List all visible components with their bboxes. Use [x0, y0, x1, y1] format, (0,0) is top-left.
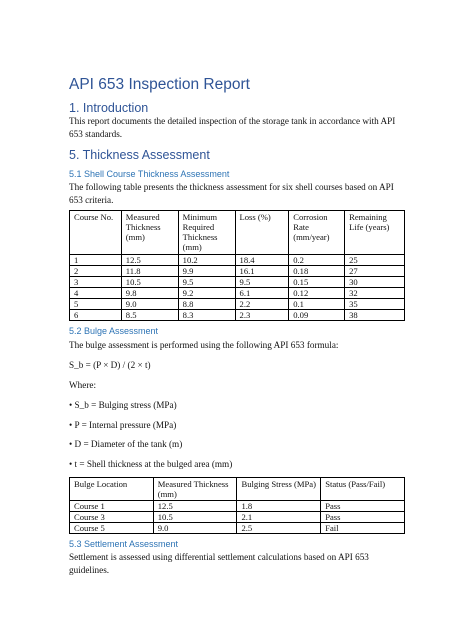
table-cell: 4: [70, 288, 122, 299]
column-header: Loss (%): [235, 211, 289, 255]
table-row: [70, 523, 405, 534]
definition-item: • D = Diameter of the tank (m): [69, 439, 183, 449]
table-row: [70, 501, 405, 512]
table-cell: 8.3: [178, 310, 235, 321]
shell-course-paragraph: The following table presents the thickness assessment for six shell courses based on API 653 criteria.: [69, 182, 394, 205]
table-cell: Course 1: [70, 501, 154, 512]
section-heading-thickness-assessment: 5. Thickness Assessment: [69, 148, 210, 162]
column-header: Minimum Required Thickness (mm): [178, 211, 235, 255]
table-row: [70, 512, 405, 523]
table-cell: 18.4: [235, 255, 289, 266]
introduction-paragraph: This report documents the detailed inspection of the storage tank in accordance with API 653 standards.: [69, 116, 396, 139]
thickness-table: [69, 210, 405, 321]
table-cell: 5: [70, 299, 122, 310]
definition-item: • P = Internal pressure (MPa): [69, 420, 177, 430]
table-cell: 8.8: [178, 299, 235, 310]
table-row: [70, 277, 405, 288]
table-cell: 11.8: [121, 266, 178, 277]
table-cell: Course 3: [70, 512, 154, 523]
table-cell: 0.09: [289, 310, 345, 321]
bulge-table-header-row: [70, 478, 405, 501]
table-cell: 2.2: [235, 299, 289, 310]
table-cell: 12.5: [121, 255, 178, 266]
table-row: [70, 266, 405, 277]
table-cell: 1.8: [237, 501, 321, 512]
table-cell: 10.5: [153, 512, 237, 523]
table-cell: 0.18: [289, 266, 345, 277]
column-header: Measured Thickness (mm): [121, 211, 178, 255]
table-cell: 30: [345, 277, 405, 288]
table-cell: 16.1: [235, 266, 289, 277]
table-cell: 38: [345, 310, 405, 321]
column-header: Remaining Life (years): [345, 211, 405, 255]
column-header: Course No.: [70, 211, 122, 255]
table-row: [70, 255, 405, 266]
table-cell: Pass: [321, 512, 405, 523]
table-row: [70, 299, 405, 310]
table-cell: 2.5: [237, 523, 321, 534]
settlement-paragraph: Settlement is assessed using differential settlement calculations based on API 653 guidelines.: [69, 552, 369, 575]
bulge-paragraph: The bulge assessment is performed using the following API 653 formula:: [69, 340, 339, 350]
definition-item: • t = Shell thickness at the bulged area (mm): [69, 459, 233, 469]
table-cell: 25: [345, 255, 405, 266]
column-header: Bulging Stress (MPa): [237, 478, 321, 501]
table-cell: 1: [70, 255, 122, 266]
table-cell: 3: [70, 277, 122, 288]
table-cell: Course 5: [70, 523, 154, 534]
column-header: Bulge Location: [70, 478, 154, 501]
bulge-table: [69, 477, 405, 534]
table-cell: 10.5: [121, 277, 178, 288]
table-cell: 9.2: [178, 288, 235, 299]
table-cell: 9.9: [178, 266, 235, 277]
table-cell: 12.5: [153, 501, 237, 512]
table-cell: 2.1: [237, 512, 321, 523]
subsection-heading-shell-course: 5.1 Shell Course Thickness Assessment: [69, 169, 230, 179]
definition-item: • S_b = Bulging stress (MPa): [69, 400, 177, 410]
table-cell: 32: [345, 288, 405, 299]
subsection-heading-settlement: 5.3 Settlement Assessment: [69, 539, 179, 549]
table-cell: 0.12: [289, 288, 345, 299]
subsection-heading-bulge: 5.2 Bulge Assessment: [69, 326, 159, 336]
table-row: [70, 310, 405, 321]
table-cell: 9.0: [121, 299, 178, 310]
table-cell: 2: [70, 266, 122, 277]
table-cell: 9.8: [121, 288, 178, 299]
bulge-formula: S_b = (P × D) / (2 × t): [69, 360, 151, 370]
thickness-table-header-row: [70, 211, 405, 255]
table-cell: 6: [70, 310, 122, 321]
table-cell: 9.0: [153, 523, 237, 534]
table-cell: 9.5: [235, 277, 289, 288]
table-cell: 35: [345, 299, 405, 310]
table-cell: 27: [345, 266, 405, 277]
table-row: [70, 288, 405, 299]
table-cell: 9.5: [178, 277, 235, 288]
column-header: Status (Pass/Fail): [321, 478, 405, 501]
where-label: Where:: [69, 380, 97, 390]
table-cell: 6.1: [235, 288, 289, 299]
table-cell: Pass: [321, 501, 405, 512]
table-cell: 10.2: [178, 255, 235, 266]
report-title: API 653 Inspection Report: [69, 76, 250, 93]
table-cell: 0.15: [289, 277, 345, 288]
table-cell: 8.5: [121, 310, 178, 321]
table-cell: 0.2: [289, 255, 345, 266]
table-cell: Fail: [321, 523, 405, 534]
table-cell: 0.1: [289, 299, 345, 310]
table-cell: 2.3: [235, 310, 289, 321]
section-heading-introduction: 1. Introduction: [69, 101, 149, 115]
column-header: Corrosion Rate (mm/year): [289, 211, 345, 255]
column-header: Measured Thickness (mm): [153, 478, 237, 501]
